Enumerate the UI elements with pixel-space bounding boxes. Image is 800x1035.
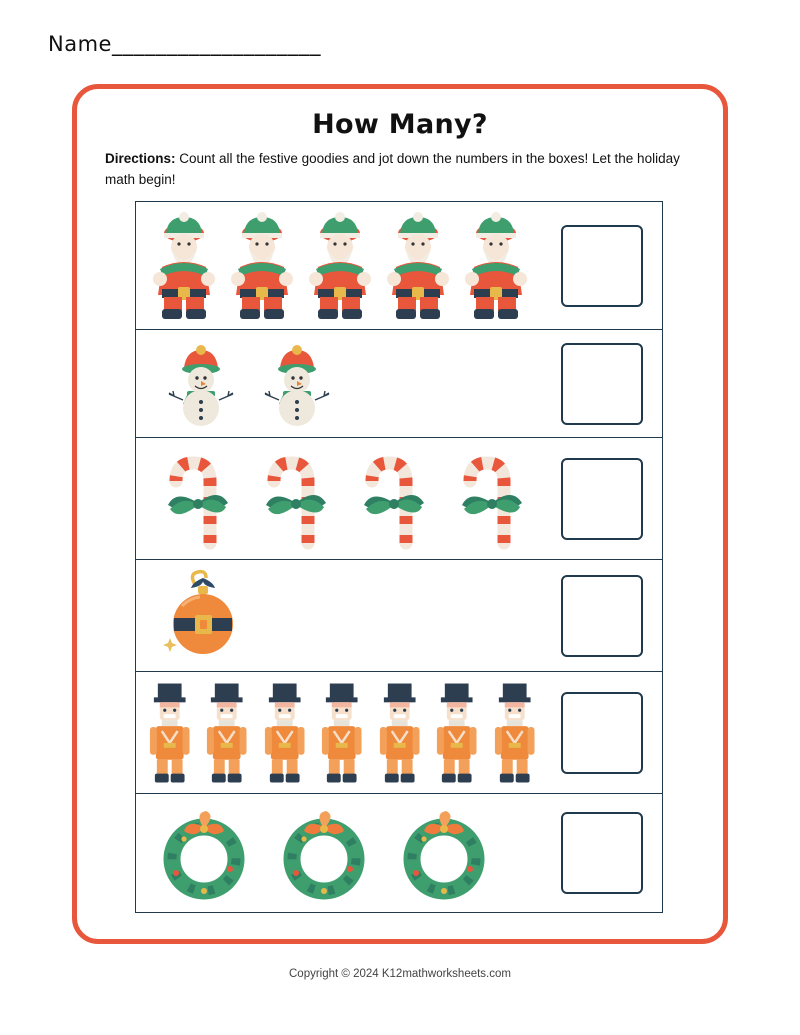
nutcracker-icon (142, 679, 197, 787)
row-items-wreath (136, 794, 542, 912)
answer-input-santa[interactable] (561, 225, 643, 307)
santa-icon (224, 211, 300, 321)
nutcracker-icon (257, 679, 312, 787)
answer-cell (542, 560, 662, 671)
row-items-santa (136, 202, 542, 329)
table-row (136, 202, 662, 330)
candy-cane-icon (446, 447, 538, 551)
answer-input-snowman[interactable] (561, 343, 643, 425)
table-row (136, 794, 662, 912)
table-row (136, 560, 662, 672)
nutcracker-icon (372, 679, 427, 787)
wreath-icon (274, 803, 374, 903)
candy-cane-icon (250, 447, 342, 551)
santa-icon (458, 211, 534, 321)
candy-cane-icon (348, 447, 440, 551)
snowman-icon (160, 338, 242, 430)
copyright-footer: Copyright © 2024 K12mathworksheets.com (289, 968, 511, 980)
snowman-icon (256, 338, 338, 430)
nutcracker-icon (429, 679, 484, 787)
worksheet-frame (72, 84, 728, 944)
santa-icon (380, 211, 456, 321)
answer-input-wreath[interactable] (561, 812, 643, 894)
answer-cell (542, 438, 662, 559)
nutcracker-icon (487, 679, 542, 787)
nutcracker-icon (199, 679, 254, 787)
table-row (136, 672, 662, 794)
ornament-icon (158, 566, 248, 666)
row-items-nutcracker (136, 672, 542, 793)
directions-label: Directions: (105, 151, 176, 166)
directions-text (105, 149, 705, 191)
table-row (136, 438, 662, 560)
directions-body: Count all the festive goodies and jot down the numbers in the boxes! Let the holiday math begin! (105, 151, 680, 187)
row-items-ornament (136, 560, 542, 671)
row-items-candy-cane (136, 438, 542, 559)
answer-input-ornament[interactable] (561, 575, 643, 657)
answer-input-candy-cane[interactable] (561, 458, 643, 540)
wreath-icon (394, 803, 494, 903)
answer-cell (542, 794, 662, 912)
santa-icon (146, 211, 222, 321)
santa-icon (302, 211, 378, 321)
answer-input-nutcracker[interactable] (561, 692, 643, 774)
counting-table (135, 201, 663, 913)
row-items-snowman (136, 330, 542, 437)
name-field-label[interactable]: Name___________________ (48, 32, 321, 56)
candy-cane-icon (152, 447, 244, 551)
answer-cell (542, 672, 662, 793)
answer-cell (542, 330, 662, 437)
answer-cell (542, 202, 662, 329)
page-title: How Many? (312, 109, 488, 140)
table-row (136, 330, 662, 438)
nutcracker-icon (314, 679, 369, 787)
wreath-icon (154, 803, 254, 903)
